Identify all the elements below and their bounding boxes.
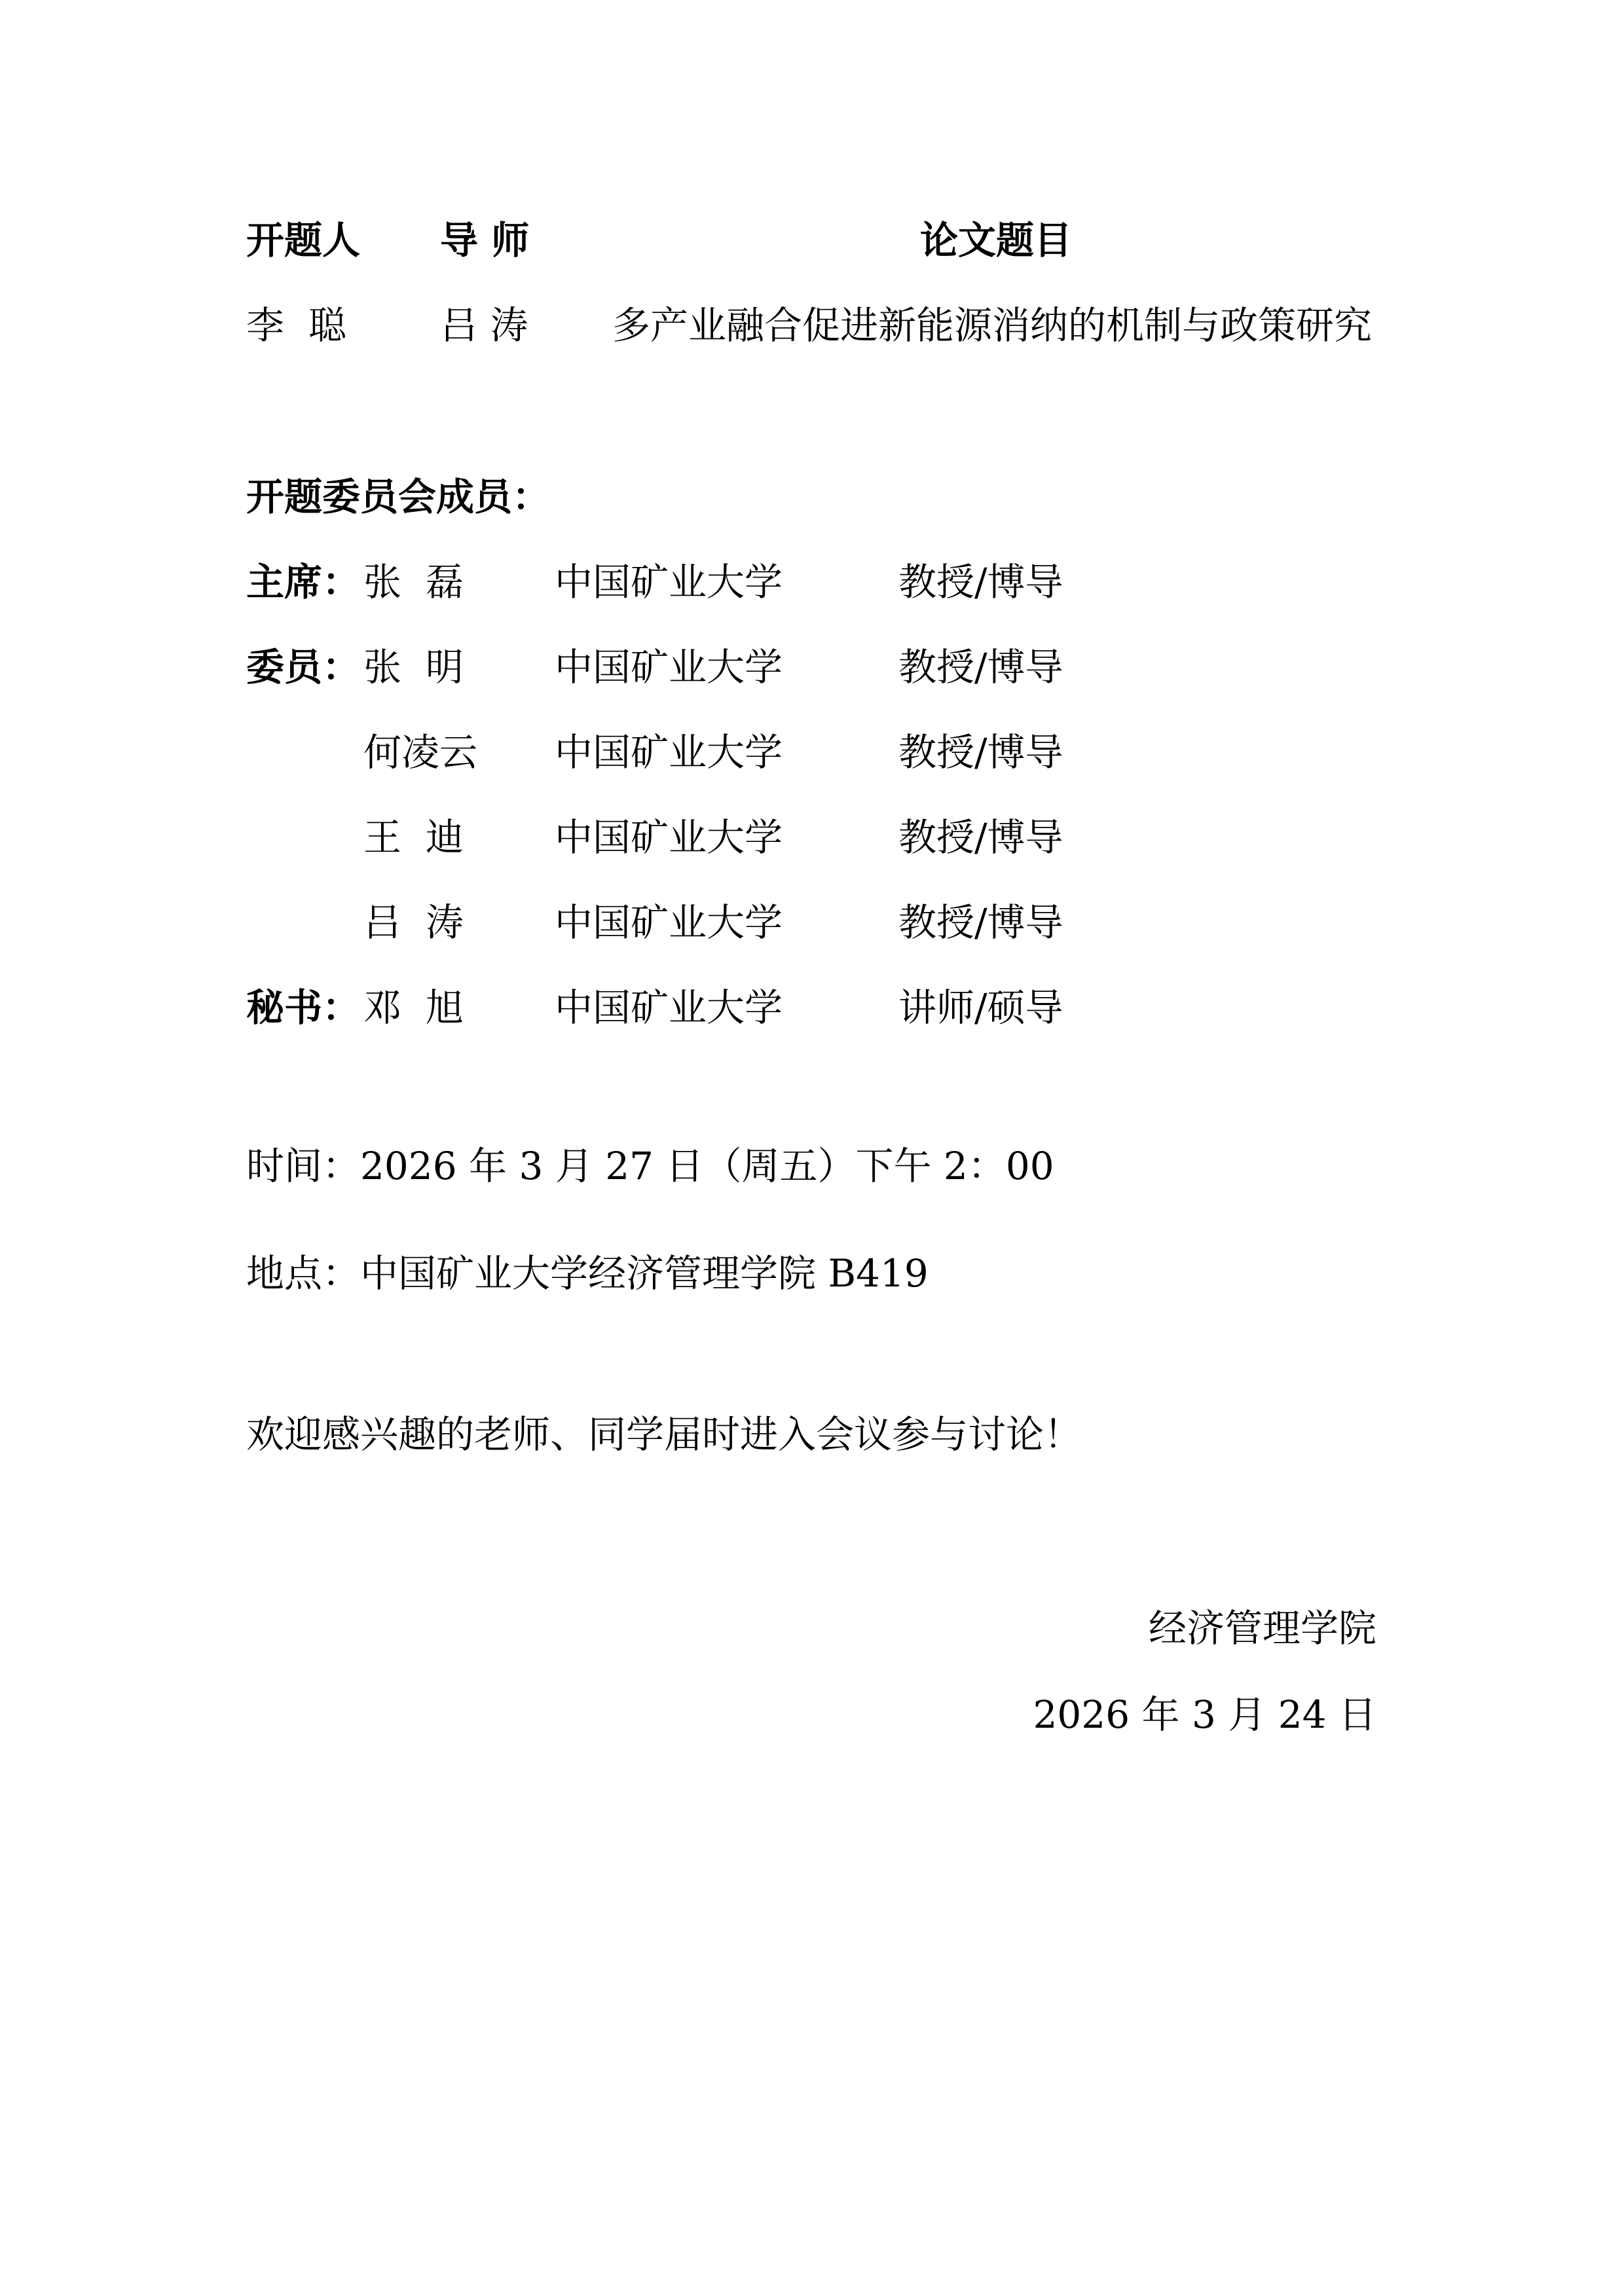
committee-member-name: 王 迪 — [363, 815, 464, 860]
committee-member-name: 何凌云 — [363, 730, 478, 774]
committee-member-org: 中国矿业大学 — [555, 645, 783, 689]
committee-member-name: 张 明 — [363, 645, 464, 689]
issue-date: 2026 年 3 月 24 日 — [1033, 1692, 1376, 1737]
column-header-thesis-title: 论文题目 — [920, 218, 1073, 263]
committee-member-org: 中国矿业大学 — [555, 900, 783, 945]
meeting-time: 时间：2026 年 3 月 27 日（周五）下午 2：00 — [246, 1144, 1054, 1188]
issuer-organization: 经济管理学院 — [1148, 1606, 1376, 1650]
thesis-title: 多产业融合促进新能源消纳的机制与政策研究 — [612, 303, 1373, 348]
committee-role: 秘书： — [246, 985, 361, 1030]
committee-member-title: 教授/博导 — [898, 645, 1063, 689]
committee-member-title: 讲师/硕导 — [898, 985, 1063, 1030]
committee-member-title: 教授/博导 — [898, 815, 1063, 860]
committee-role: 委员： — [246, 645, 361, 689]
committee-member-org: 中国矿业大学 — [555, 985, 783, 1030]
committee-role: 主席： — [246, 560, 361, 604]
committee-member-org: 中国矿业大学 — [555, 815, 783, 860]
committee-member-name: 邓 旭 — [363, 985, 464, 1030]
committee-member-name: 张 磊 — [363, 560, 464, 604]
committee-member-title: 教授/博导 — [898, 730, 1063, 774]
meeting-place: 地点：中国矿业大学经济管理学院 B419 — [246, 1251, 929, 1296]
presenter-name: 李 聪 — [246, 303, 346, 348]
column-header-advisor: 导 师 — [440, 218, 530, 263]
committee-member-title: 教授/博导 — [898, 560, 1063, 604]
committee-member-org: 中国矿业大学 — [555, 560, 783, 604]
committee-member-org: 中国矿业大学 — [555, 730, 783, 774]
column-header-presenter: 开题人 — [246, 218, 361, 263]
committee-member-name: 吕 涛 — [363, 900, 464, 945]
committee-member-title: 教授/博导 — [898, 900, 1063, 945]
committee-heading: 开题委员会成员： — [246, 475, 551, 519]
welcome-message: 欢迎感兴趣的老师、同学届时进入会议参与讨论！ — [246, 1412, 1082, 1457]
advisor-name: 吕 涛 — [440, 303, 528, 348]
